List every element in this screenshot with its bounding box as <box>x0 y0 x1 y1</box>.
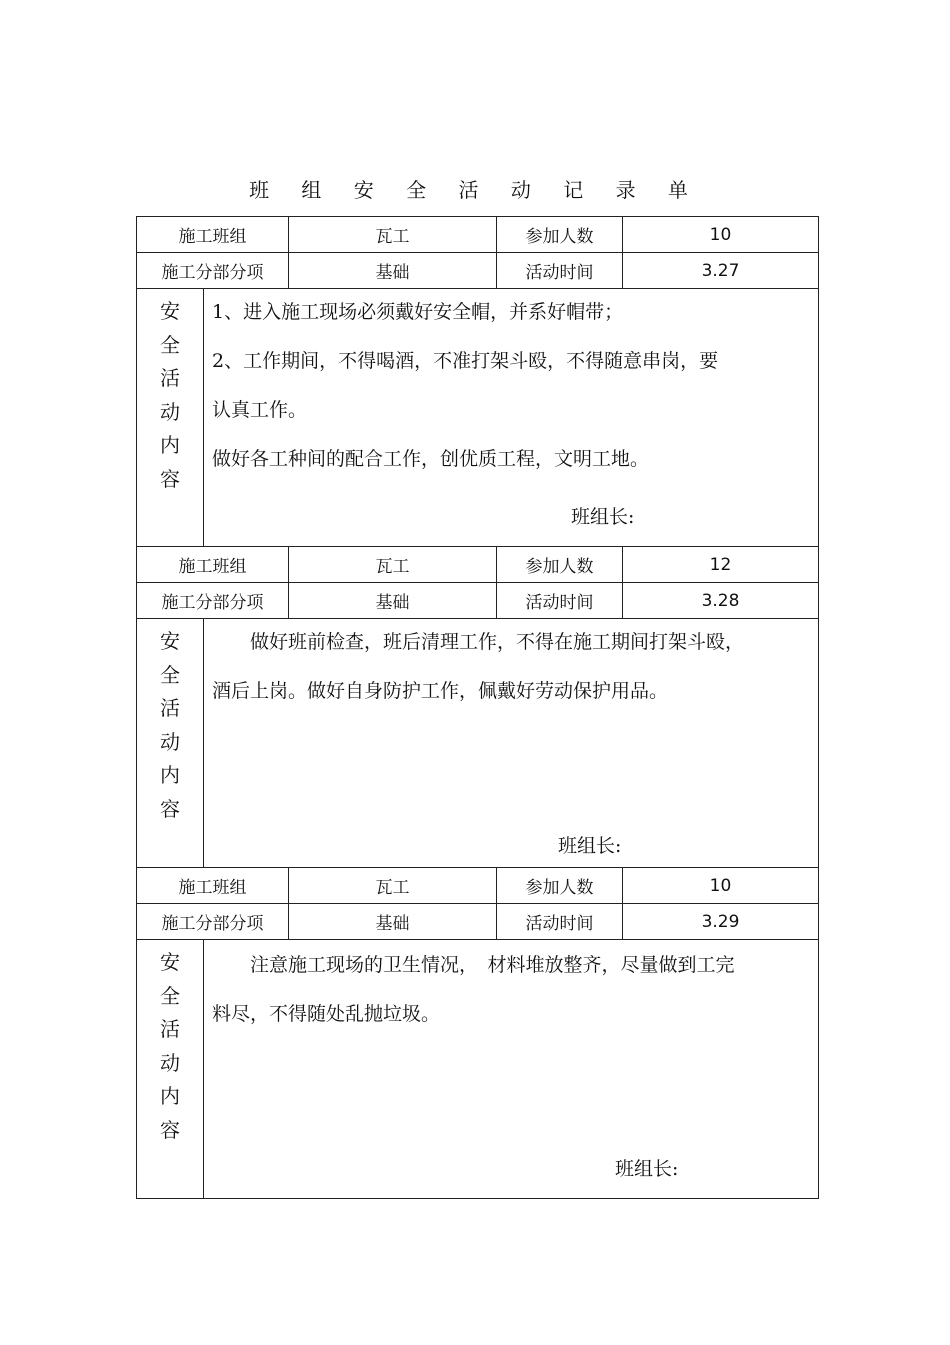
content-text <box>204 940 819 1199</box>
content-label-char: 活 <box>160 696 180 720</box>
section-label: 施工分部分项 <box>137 253 289 289</box>
time-label: 活动时间 <box>497 583 623 619</box>
section-value: 基础 <box>289 253 497 289</box>
content-label <box>137 289 204 547</box>
team-label: 施工班组 <box>137 217 289 253</box>
team-label: 施工班组 <box>137 547 289 583</box>
content-line: 2、工作期间，不得喝酒，不准打架斗殴，不得随意串岗，要 <box>212 350 719 372</box>
participants-label: 参加人数 <box>497 868 623 904</box>
record-3-content-row <box>137 940 819 1199</box>
content-line: 酒后上岗。做好自身防护工作，佩戴好劳动保护用品。 <box>212 680 669 702</box>
section-value: 基础 <box>289 904 497 940</box>
content-label-char: 内 <box>160 433 180 457</box>
content-text <box>204 289 819 547</box>
leader-signature-label: 班组长: <box>571 506 635 528</box>
content-label-char: 内 <box>160 763 180 787</box>
time-label: 活动时间 <box>497 904 623 940</box>
team-value: 瓦工 <box>289 547 497 583</box>
record-1-row-team <box>137 217 819 253</box>
record-2-row-team <box>137 547 819 583</box>
content-label-char: 动 <box>160 1050 180 1075</box>
section-label: 施工分部分项 <box>137 904 289 940</box>
content-label-char: 活 <box>160 1017 180 1041</box>
record-2-row-section <box>137 583 819 619</box>
activity-record-table <box>136 216 819 1199</box>
content-label <box>137 940 204 1199</box>
page-title: 班 组 安 全 活 动 记 录 单 <box>249 178 701 202</box>
content-label-char: 容 <box>160 796 180 821</box>
content-line: 料尽，不得随处乱抛垃圾。 <box>212 1003 441 1025</box>
content-label-char: 动 <box>160 399 180 424</box>
team-label: 施工班组 <box>137 868 289 904</box>
participants-label: 参加人数 <box>497 547 623 583</box>
content-label-char: 全 <box>160 332 180 357</box>
section-value: 基础 <box>289 583 497 619</box>
time-value: 3.28 <box>623 583 819 619</box>
content-label-char: 内 <box>160 1084 180 1108</box>
leader-signature-label: 班组长: <box>558 835 622 857</box>
content-label-char: 全 <box>160 983 180 1008</box>
record-1-content-row <box>137 289 819 547</box>
content-label-char: 动 <box>160 729 180 754</box>
participants-value: 10 <box>623 217 819 253</box>
team-value: 瓦工 <box>289 868 497 904</box>
time-value: 3.29 <box>623 904 819 940</box>
participants-value: 12 <box>623 547 819 583</box>
record-3-row-team <box>137 868 819 904</box>
leader-signature-label: 班组长: <box>615 1158 679 1180</box>
content-label-char: 容 <box>160 466 180 491</box>
participants-label: 参加人数 <box>497 217 623 253</box>
time-label: 活动时间 <box>497 253 623 289</box>
participants-value: 10 <box>623 868 819 904</box>
content-label <box>137 619 204 868</box>
record-2-content-row <box>137 619 819 868</box>
content-label-char: 安 <box>160 950 180 974</box>
content-text <box>204 619 819 868</box>
content-line: 做好班前检查，班后清理工作，不得在施工期间打架斗殴， <box>212 631 745 653</box>
section-label: 施工分部分项 <box>137 583 289 619</box>
content-line: 1、进入施工现场必须戴好安全帽，并系好帽带； <box>212 301 624 323</box>
content-label-char: 全 <box>160 662 180 687</box>
content-label-char: 安 <box>160 299 180 323</box>
time-value: 3.27 <box>623 253 819 289</box>
content-label-char: 安 <box>160 629 180 653</box>
record-1-row-section <box>137 253 819 289</box>
record-3-row-section <box>137 904 819 940</box>
content-label-char: 容 <box>160 1117 180 1142</box>
content-label-char: 活 <box>160 366 180 390</box>
content-line: 做好各工种间的配合工作，创优质工程，文明工地。 <box>212 448 650 470</box>
content-line: 注意施工现场的卫生情况， 材料堆放整齐，尽量做到工完 <box>212 954 735 976</box>
team-value: 瓦工 <box>289 217 497 253</box>
content-line: 认真工作。 <box>212 399 308 421</box>
